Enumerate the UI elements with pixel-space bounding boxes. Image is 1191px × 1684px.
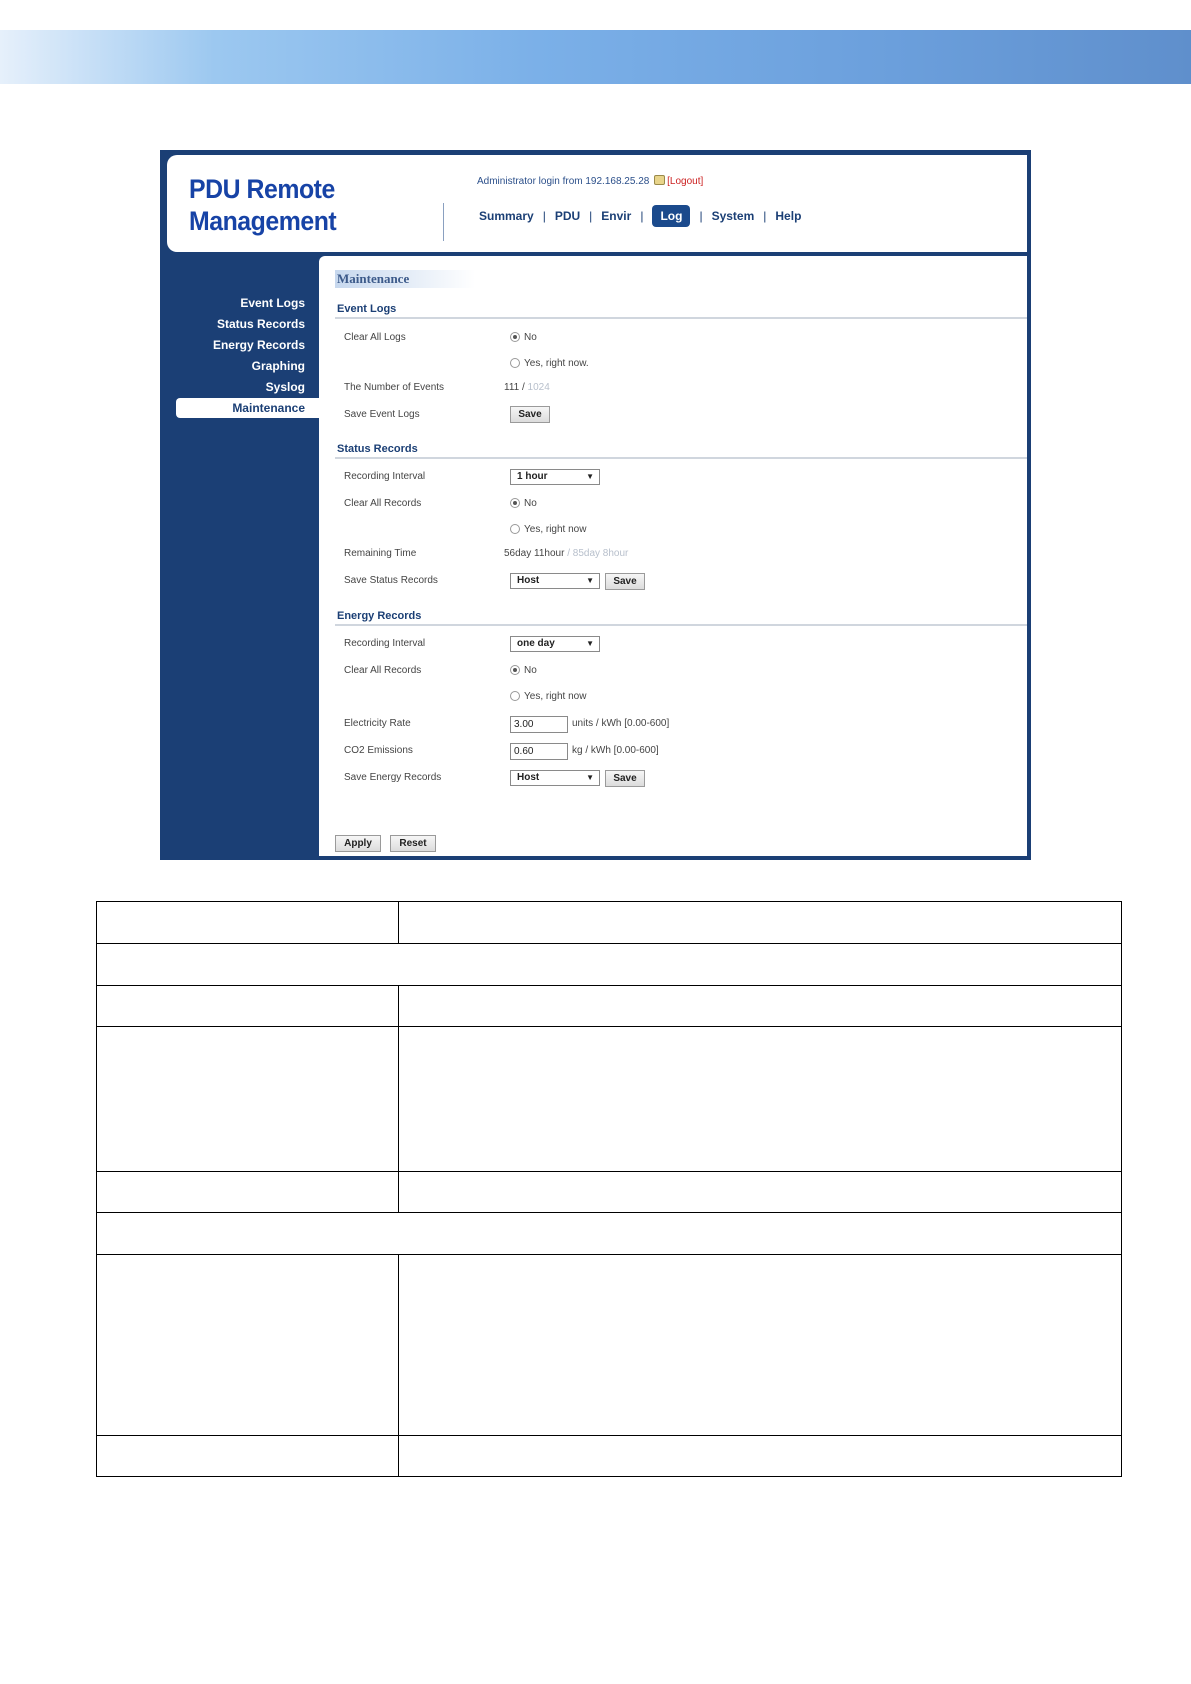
radio-icon[interactable] bbox=[510, 524, 520, 534]
sidebar-item-event-logs[interactable]: Event Logs bbox=[240, 296, 305, 310]
app-logo bbox=[189, 173, 336, 237]
table-row bbox=[97, 1436, 1122, 1477]
save-status-records-label: Save Status Records bbox=[344, 575, 438, 586]
main-content bbox=[319, 256, 1027, 856]
save-energy-records-label: Save Energy Records bbox=[344, 772, 442, 783]
login-text: Administrator login from 192.168.25.28 bbox=[477, 176, 650, 187]
save-energy-records-button[interactable]: Save bbox=[605, 770, 645, 787]
nav-pdu[interactable]: PDU bbox=[554, 209, 581, 223]
remaining-time-label: Remaining Time bbox=[344, 548, 417, 559]
section-divider bbox=[335, 624, 1027, 626]
status-recording-interval-select[interactable]: 1 hour ▼ bbox=[510, 469, 600, 485]
section-title-energy-records: Energy Records bbox=[337, 610, 422, 622]
sidebar bbox=[163, 256, 319, 856]
clear-status-no-option[interactable]: No bbox=[510, 498, 537, 509]
remaining-time-value: 56day 11hour / 85day 8hour bbox=[504, 548, 629, 559]
chevron-down-icon: ▼ bbox=[586, 576, 594, 585]
apply-button[interactable]: Apply bbox=[335, 835, 381, 852]
table-row bbox=[97, 1213, 1122, 1255]
sidebar-item-graphing[interactable]: Graphing bbox=[251, 359, 305, 373]
energy-recording-interval-label: Recording Interval bbox=[344, 638, 426, 649]
section-divider bbox=[335, 317, 1027, 319]
clear-all-energy-records-label: Clear All Records bbox=[344, 665, 422, 676]
co2-emissions-unit: kg / kWh [0.00-600] bbox=[572, 745, 659, 756]
logo-line-1: PDU Remote bbox=[189, 174, 335, 204]
co2-emissions-label: CO2 Emissions bbox=[344, 745, 413, 756]
radio-selected-icon[interactable] bbox=[510, 332, 520, 342]
empty-document-table bbox=[96, 901, 1122, 1477]
section-divider bbox=[335, 457, 1027, 459]
radio-icon[interactable] bbox=[510, 691, 520, 701]
main-nav: Summary | PDU | Envir | Log | System | Help bbox=[479, 205, 801, 227]
login-info bbox=[477, 175, 703, 187]
nav-help[interactable]: Help bbox=[775, 209, 802, 223]
co2-emissions-input[interactable]: 0.60 bbox=[510, 743, 568, 760]
section-title-status-records: Status Records bbox=[337, 443, 418, 455]
electricity-rate-label: Electricity Rate bbox=[344, 718, 411, 729]
save-status-target-select[interactable]: Host ▼ bbox=[510, 573, 600, 589]
reset-button[interactable]: Reset bbox=[390, 835, 436, 852]
table-row bbox=[97, 1255, 1122, 1436]
page-title: Maintenance bbox=[335, 270, 475, 288]
save-status-records-button[interactable]: Save bbox=[605, 573, 645, 590]
save-event-logs-button[interactable]: Save bbox=[510, 406, 550, 423]
table-row bbox=[97, 1027, 1122, 1172]
clear-logs-no-option[interactable]: No bbox=[510, 332, 537, 343]
table-row bbox=[97, 1172, 1122, 1213]
electricity-rate-unit: units / kWh [0.00-600] bbox=[572, 718, 670, 729]
radio-selected-icon[interactable] bbox=[510, 498, 520, 508]
number-of-events-value: 111 / 1024 bbox=[504, 382, 550, 393]
logo-line-2: Management bbox=[189, 206, 337, 236]
electricity-rate-input[interactable]: 3.00 bbox=[510, 716, 568, 733]
sidebar-item-energy-records[interactable]: Energy Records bbox=[212, 338, 305, 352]
nav-summary[interactable]: Summary bbox=[479, 209, 534, 223]
chevron-down-icon: ▼ bbox=[586, 773, 594, 782]
clear-all-status-records-label: Clear All Records bbox=[344, 498, 422, 509]
nav-envir[interactable]: Envir bbox=[601, 209, 632, 223]
table-row bbox=[97, 944, 1122, 986]
clear-all-logs-label: Clear All Logs bbox=[344, 332, 406, 343]
radio-selected-icon[interactable] bbox=[510, 665, 520, 675]
chevron-down-icon: ▼ bbox=[586, 639, 594, 648]
table-row bbox=[97, 986, 1122, 1027]
clear-logs-yes-option[interactable]: Yes, right now. bbox=[510, 358, 589, 369]
top-banner bbox=[0, 30, 1191, 84]
number-of-events-label: The Number of Events bbox=[344, 382, 445, 393]
header-divider bbox=[443, 203, 444, 241]
pdu-app-window bbox=[160, 150, 1031, 860]
clear-status-yes-option[interactable]: Yes, right now bbox=[510, 524, 586, 535]
logout-link[interactable]: [Logout] bbox=[667, 176, 704, 187]
nav-log[interactable]: Log bbox=[652, 205, 690, 227]
user-icon bbox=[654, 175, 665, 185]
clear-energy-no-option[interactable]: No bbox=[510, 665, 537, 676]
section-title-event-logs: Event Logs bbox=[337, 303, 397, 315]
table-row bbox=[97, 902, 1122, 944]
energy-recording-interval-select[interactable]: one day ▼ bbox=[510, 636, 600, 652]
sidebar-item-maintenance[interactable]: Maintenance bbox=[176, 398, 319, 418]
sidebar-item-syslog[interactable]: Syslog bbox=[265, 380, 305, 394]
sidebar-item-status-records[interactable]: Status Records bbox=[216, 317, 305, 331]
status-recording-interval-label: Recording Interval bbox=[344, 471, 426, 482]
app-header bbox=[167, 155, 1027, 252]
save-energy-target-select[interactable]: Host ▼ bbox=[510, 770, 600, 786]
save-event-logs-label: Save Event Logs bbox=[344, 409, 420, 420]
nav-system[interactable]: System bbox=[711, 209, 755, 223]
clear-energy-yes-option[interactable]: Yes, right now bbox=[510, 691, 586, 702]
chevron-down-icon: ▼ bbox=[586, 472, 594, 481]
radio-icon[interactable] bbox=[510, 358, 520, 368]
